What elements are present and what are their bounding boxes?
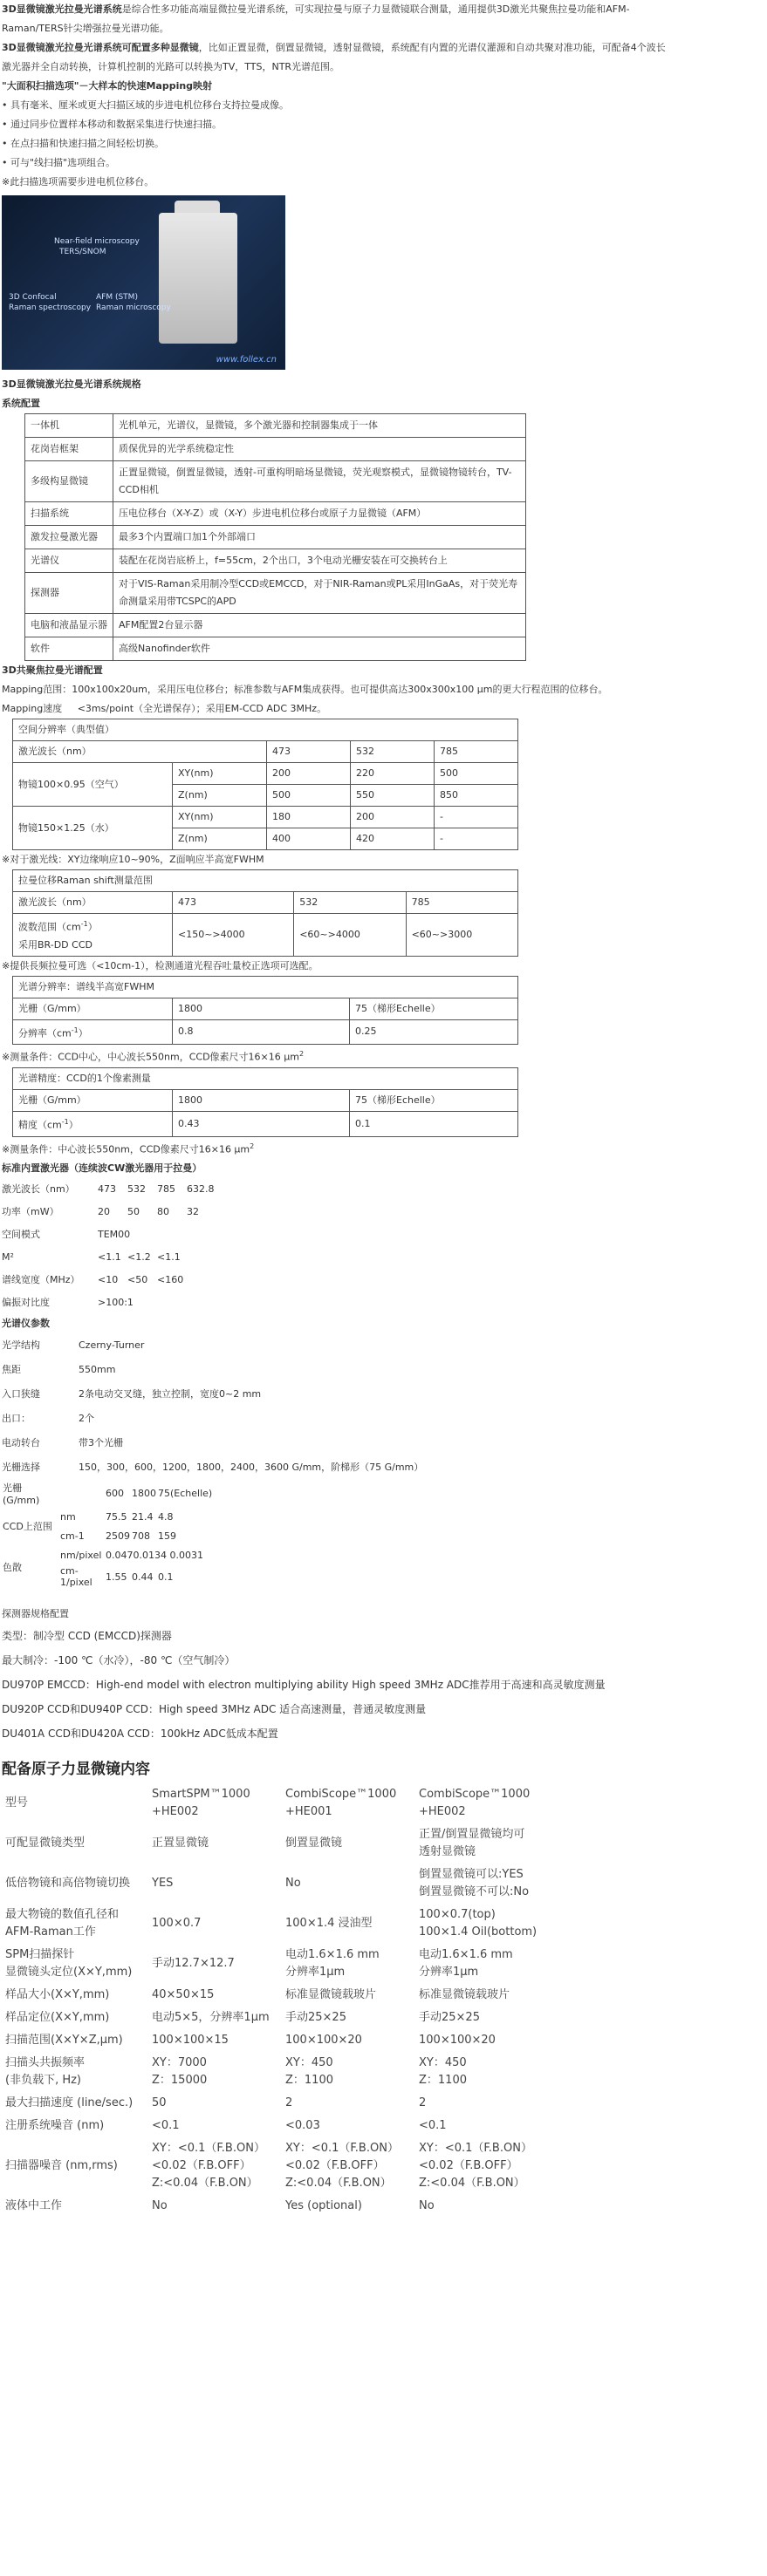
spectrometer-spec-row: [0, 1407, 767, 1431]
spec-value: 2个: [79, 1413, 94, 1425]
row-label: 低倍物镜和高倍物镜切换: [5, 1877, 131, 1891]
row-value: 电动1.6×1.6 mm 分辨率1μm: [285, 1948, 380, 1980]
table-row: [2, 1984, 761, 2007]
mapping-title: "大面积扫描选项"－大样本的快速Mapping映射: [2, 80, 213, 92]
row-value: Yes (optional): [285, 2199, 362, 2213]
table-header: 785: [435, 741, 518, 763]
row-value: 装配在花岗岩底桥上，f=55cm，2个出口，3个电动光栅安装在可交换转台上: [113, 549, 526, 573]
feature-bullets: [0, 96, 767, 173]
table-cell: cm-1: [60, 1530, 85, 1542]
image-label: Near-field microscopy: [54, 237, 140, 246]
resolution-note: ※对于激光线：XY边缘响应10~90%，Z面响应半高宽FWHM: [2, 854, 264, 865]
spec-value: 550mm: [79, 1364, 116, 1376]
row-value: No: [419, 2199, 435, 2213]
table-header: 532: [294, 892, 406, 914]
table-cell: 1800: [173, 998, 350, 1019]
bullet-item: • 具有毫米、厘米或更大扫描区域的步进电机位移台支持拉曼成像。: [2, 99, 289, 111]
row-label: 多级构显微镜: [25, 461, 113, 502]
row-value: 倒置显微镜: [285, 1837, 343, 1850]
row-value: YES: [152, 1877, 174, 1891]
table-cell: XY(nm): [173, 807, 267, 828]
row-value: 100×0.7: [152, 1917, 202, 1931]
table-row: [2, 2029, 761, 2052]
table-cell: 75.5: [106, 1510, 127, 1523]
spectrometer-spec-row: [0, 1455, 767, 1480]
table-row: [25, 438, 526, 461]
table-cell: 600: [106, 1488, 124, 1500]
row-label: 扫描系统: [25, 502, 113, 526]
row-value: 最多3个内置端口加1个外部端口: [113, 526, 526, 549]
row-value: 100×100×15: [152, 2034, 229, 2048]
spectrometer-spec-list: [0, 1333, 767, 1480]
intro-paragraph-1: [0, 0, 767, 19]
row-value: 标准显微镜载玻片: [285, 1988, 377, 2002]
accuracy-note: ※测量条件：中心波长550nm，CCD像素尺寸16×16 $\mu m^2$: [2, 1141, 255, 1155]
confocal-title: 3D共聚焦拉曼光谱配置: [2, 664, 103, 676]
table-cell: 0.0470.0134 0.0031: [106, 1549, 203, 1561]
table-header: 光栅（G/mm）: [13, 998, 173, 1019]
spectrometer-spec-row: [0, 1333, 767, 1358]
detector-line: DU401A CCD和DU420A CCD：100kHz ADC低成本配置: [2, 1728, 278, 1741]
table-cell: 180: [267, 807, 351, 828]
row-value: CombiScope™1000 +HE002: [419, 1788, 531, 1819]
table-cell: 500: [435, 763, 518, 785]
laser-spec-row: [0, 1201, 767, 1223]
table-row: [2, 1823, 761, 1864]
spec-label: 激光波长（nm）: [2, 1183, 75, 1196]
product-image: [2, 195, 285, 370]
row-value: 50: [152, 2096, 167, 2110]
row-value: 手动25×25: [419, 2011, 480, 2025]
image-label: TERS/SNOM: [59, 248, 106, 256]
table-title: 空间分辨率（典型值）: [13, 719, 518, 741]
table-cell: 物镜100×0.95（空气）: [13, 763, 173, 807]
spec-value: 150，300，600，1200，1800，2400，3600 G/mm，阶梯形（75 G/mm）: [79, 1462, 424, 1474]
intro-text: ，比如正置显微，倒置显微镜，透射显微镜，系统配有内置的光谱仪灌源和自动共聚对准功能，可配备4个波长: [198, 42, 666, 53]
spec-label: 电动转台: [2, 1437, 40, 1449]
table-cell: 75（梯形Echelle）: [350, 1089, 518, 1111]
table-cell: 500: [267, 785, 351, 807]
row-value: 40×50×15: [152, 1988, 215, 2002]
image-label: AFM (STM): [96, 293, 138, 302]
row-label: 可配显微镜类型: [5, 1837, 86, 1850]
spec-value: >100:1: [98, 1297, 134, 1309]
table-cell: 0.43: [173, 1111, 350, 1136]
table-cell: 200: [351, 807, 435, 828]
spectral-accuracy-table: [12, 1067, 518, 1137]
intro-paragraph-2: [0, 38, 767, 58]
image-label: 3D Confocal: [9, 293, 57, 302]
lasers-title: 标准内置激光器（连续波CW激光器用于拉曼）: [2, 1162, 202, 1175]
row-label: 激发拉曼激光器: [25, 526, 113, 549]
spec-value: 785: [157, 1183, 175, 1196]
row-value: No: [285, 1877, 301, 1891]
shift-note: ※提供長频拉曼可选（<10cm-1），检测通道光程吞吐量校正选项可选配。: [2, 959, 318, 971]
table-row: [2, 1944, 761, 1984]
row-label: 最大物镜的数值孔径和 AFM-Raman工作: [5, 1908, 120, 1939]
laser-spec-row: [0, 1246, 767, 1269]
row-label: 型号: [5, 1796, 29, 1810]
row-value: XY：7000 Z：15000: [152, 2056, 208, 2088]
table-row: [25, 526, 526, 549]
bullet-item: • 在点扫描和快速扫描之间轻松切换。: [2, 138, 164, 149]
table-cell: 159: [158, 1530, 176, 1542]
spec-value: <10: [98, 1274, 119, 1286]
row-label: 花岗岩框架: [25, 438, 113, 461]
spec-value: 20: [98, 1206, 110, 1218]
spectral-resolution-table: [12, 976, 518, 1046]
table-cell: 420: [351, 828, 435, 850]
row-value: AFM配置2台显示器: [113, 614, 526, 637]
row-value: CombiScope™1000 +HE001: [285, 1788, 397, 1819]
row-value: 正置显微镜，倒置显微镜，透射-可重构明暗场显微镜，荧光观察模式，显微镜物镜转台，TV-CCD相机: [113, 461, 526, 502]
laser-spec-row: [0, 1269, 767, 1291]
row-value: 100×100×20: [285, 2034, 362, 2048]
row-label: 光谱仪: [25, 549, 113, 573]
table-row: [25, 502, 526, 526]
spatial-resolution-table: [12, 719, 518, 850]
table-header: 分辨率$(cm^{-1})$: [13, 1019, 173, 1045]
table-cell: 波数范围$(cm^{-1})$ 采用BR-DD CCD: [13, 914, 173, 957]
row-label: 电脑和液晶显示器: [25, 614, 113, 637]
table-header: 光栅（G/mm）: [13, 1089, 173, 1111]
table-cell: nm: [60, 1510, 76, 1523]
row-value: 正置/倒置显微镜均可 透射显微镜: [419, 1828, 525, 1859]
table-header: 光栅(G/mm): [3, 1482, 40, 1507]
row-value: 正置显微镜: [152, 1837, 209, 1850]
mapping-speed: Mapping速度 <3ms/point（全光谱保存）；采用EM-CCD ADC 3MHz。: [2, 703, 327, 714]
table-row: [25, 637, 526, 661]
table-cell: 550: [351, 785, 435, 807]
table-cell: 物镜150×1.25（水）: [13, 807, 173, 850]
table-title: 光谱分辨率：谱线半高宽FWHM: [13, 976, 518, 998]
system-config-title: 系统配置: [2, 398, 40, 409]
table-cell: 0.44: [132, 1571, 154, 1583]
row-label: 扫描范围(X×Y×Z,μm): [5, 2034, 123, 2048]
table-header: 785: [406, 892, 517, 914]
mapping-range: Mapping范围：100x100x20um，采用压电位移台；标准参数与AFM集成获得。也可提供高达300x300x100 μm的更大行程范围的位移台。: [2, 684, 608, 695]
table-row: [2, 2007, 761, 2029]
table-cell: cm-1/pixel: [60, 1565, 92, 1589]
row-label: 软件: [25, 637, 113, 661]
table-cell: <60~>3000: [406, 914, 517, 957]
row-value: <0.1: [419, 2119, 447, 2133]
table-header: 473: [267, 741, 351, 763]
spec-value: 32: [187, 1206, 199, 1218]
spec-label: 谱线宽度（MHz）: [2, 1274, 80, 1286]
spec-label: 焦距: [2, 1364, 21, 1376]
table-cell: 21.4: [132, 1510, 154, 1523]
spec-value: 632.8: [187, 1183, 215, 1196]
spec-value: TEM00: [98, 1229, 131, 1241]
row-value: No: [152, 2199, 168, 2213]
spec-value: <160: [157, 1274, 184, 1286]
table-cell: 1800: [132, 1488, 156, 1500]
table-row: [2, 2052, 761, 2092]
detector-line: 最大制冷：-100 ℃（水冷），-80 ℃（空气制冷）: [2, 1654, 236, 1667]
spec-label: 出口：: [2, 1413, 31, 1425]
spec-value: <1.1: [98, 1251, 121, 1264]
spec-value: <1.2: [127, 1251, 151, 1264]
row-value: 标准显微镜载玻片: [419, 1988, 510, 2002]
table-cell: 0.1: [350, 1111, 518, 1136]
spectrometer-spec-row: [0, 1382, 767, 1407]
row-label: 样品大小(X×Y,mm): [5, 1988, 110, 2002]
row-value: XY：<0.1（F.B.ON） <0.02（F.B.OFF） Z:<0.04（F.B.ON）: [285, 2142, 399, 2191]
spec-value: Czerny-Turner: [79, 1339, 145, 1352]
system-config-table: [24, 413, 526, 661]
table-title: 光谱精度：CCD的1个像素测量: [13, 1067, 518, 1089]
spec-value: 80: [157, 1206, 169, 1218]
config-heading: 3D显微镜激光拉曼光谱系统可配置多种显微镜: [2, 42, 199, 53]
row-label: 液体中工作: [5, 2199, 63, 2213]
row-value: 倒置显微镜可以:YES 倒置显微镜不可以:No: [419, 1868, 530, 1899]
row-value: 2: [285, 2096, 293, 2110]
table-cell: 220: [351, 763, 435, 785]
laser-spec-row: [0, 1291, 767, 1314]
detector-title: 探测器规格配置: [2, 1608, 69, 1620]
table-header: 激光波长（nm）: [13, 741, 267, 763]
spec-label: 空间模式: [2, 1229, 40, 1241]
spec-value: 532: [127, 1183, 146, 1196]
row-value: <0.1: [152, 2119, 180, 2133]
product-name: 3D显微镜激光拉曼光谱系统: [2, 3, 122, 15]
instrument-body-shape: [159, 213, 237, 344]
spectrometer-title: 光谱仪参数: [2, 1318, 50, 1330]
row-label: 最大扫描速度 (line/sec.): [5, 2096, 134, 2110]
afm-comparison-table: [2, 1783, 761, 2218]
bullet-item: • 通过同步位置样本移动和数据采集进行快速扫描。: [2, 119, 222, 130]
table-row: [2, 1904, 761, 1944]
table-cell: Z(nm): [173, 828, 267, 850]
mapping-note: ※此扫描选项需要步进电机位移台。: [2, 176, 154, 187]
row-value: SmartSPM™1000 +HE002: [152, 1788, 250, 1819]
table-row: [2, 2092, 761, 2115]
afm-section-title: 配备原子力显微镜内容: [2, 1761, 150, 1779]
row-label: 探测器: [25, 573, 113, 614]
row-value: 电动5×5，分辨率1μm: [152, 2011, 270, 2025]
raman-shift-table: [12, 869, 518, 957]
table-cell: 400: [267, 828, 351, 850]
row-value: 手动25×25: [285, 2011, 346, 2025]
row-value: XY：450 Z：1100: [419, 2056, 467, 2088]
table-cell: <150~>4000: [173, 914, 294, 957]
row-value: 高级Nanofinder软件: [113, 637, 526, 661]
table-header: 激光波长（nm）: [13, 892, 173, 914]
spec-label: 偏振对比度: [2, 1297, 50, 1309]
table-cell: XY(nm): [173, 763, 267, 785]
table-header: 色散: [3, 1562, 22, 1574]
row-value: 压电位移台（X-Y-Z）或（X-Y）步进电机位移台或原子力显微镜（AFM）: [113, 502, 526, 526]
table-cell: 850: [435, 785, 518, 807]
table-cell: -: [435, 807, 518, 828]
table-cell: 75(Echelle): [158, 1488, 213, 1500]
table-row: [2, 1783, 761, 1823]
row-label: 一体机: [25, 414, 113, 438]
table-row: [2, 1864, 761, 1904]
spec-label: 光栅选择: [2, 1462, 40, 1474]
row-value: XY：450 Z：1100: [285, 2056, 333, 2088]
intro-text: 是综合性多功能高端显微拉曼光谱系统，可实现拉曼与原子力显微镜联合测量，通用提供3D激光共聚焦拉曼功能和AFM-: [121, 3, 630, 15]
table-cell: 0.25: [350, 1019, 518, 1045]
spectrometer-spec-row: [0, 1431, 767, 1455]
detector-line: DU970P EMCCD：High-end model with electron multiplying ability High speed 3MHz ADC推荐用于高速和高灵敏度测量: [2, 1679, 606, 1692]
row-label: SPM扫描探针 显微镜头定位(X×Y,mm): [5, 1948, 133, 1980]
table-cell: 0.8: [173, 1019, 350, 1045]
spec-title: 3D显微镜激光拉曼光谱系统规格: [2, 378, 141, 390]
table-cell: 4.8: [158, 1510, 174, 1523]
table-row: [25, 549, 526, 573]
row-value: 2: [419, 2096, 427, 2110]
detector-line: 类型：制冷型 CCD (EMCCD)探测器: [2, 1630, 172, 1643]
table-cell: nm/pixel: [60, 1549, 102, 1561]
table-cell: -: [435, 828, 518, 850]
spec-value: 50: [127, 1206, 140, 1218]
table-row: [25, 614, 526, 637]
row-label: 扫描头共振频率 (非负载下, Hz): [5, 2056, 86, 2088]
table-row: [25, 461, 526, 502]
row-value: 100×0.7(top) 100×1.4 Oil(bottom): [419, 1908, 538, 1939]
table-header: 473: [173, 892, 294, 914]
table-cell: <60~>4000: [294, 914, 406, 957]
spectrometer-spec-row: [0, 1358, 767, 1382]
table-row: [2, 2115, 761, 2137]
table-row: [25, 414, 526, 438]
table-cell: 2509: [106, 1530, 130, 1542]
detector-spec-list: [0, 1624, 767, 1746]
spec-value: 473: [98, 1183, 116, 1196]
row-value: 100×1.4 浸油型: [285, 1917, 373, 1931]
row-value: 100×100×20: [419, 2034, 496, 2048]
table-row: [2, 2195, 761, 2218]
table-cell: 708: [132, 1530, 150, 1542]
laser-spec-row: [0, 1223, 767, 1246]
intro-paragraph-2-cont: 激光器并全自动转换，计算机控制的光路可以转换为TV，TTS，NTR光谱范围。: [2, 61, 340, 72]
table-cell: 75（梯形Echelle）: [350, 998, 518, 1019]
spec-value: 2条电动交叉缝，独立控制，宽度0~2 mm: [79, 1388, 262, 1400]
table-row: [2, 2137, 761, 2195]
table-cell: 200: [267, 763, 351, 785]
spec-value: <1.1: [157, 1251, 181, 1264]
image-watermark: www.follex.cn: [216, 355, 277, 365]
spec-value: <50: [127, 1274, 148, 1286]
row-label: 扫描器噪音 (nm,rms): [5, 2159, 118, 2173]
row-value: 手动12.7×12.7: [152, 1957, 235, 1971]
row-value: XY：<0.1（F.B.ON） <0.02（F.B.OFF） Z:<0.04（F.B.ON）: [152, 2142, 265, 2191]
table-row: [25, 573, 526, 614]
image-label: Raman microscopy: [96, 303, 171, 312]
intro-paragraph-1-cont: Raman/TERS针尖增强拉曼光谱功能。: [2, 23, 169, 34]
spec-label: 功率（mW）: [2, 1206, 59, 1218]
row-value: 质保优异的光学系统稳定性: [113, 438, 526, 461]
table-cell: 1.55: [106, 1571, 127, 1583]
laser-spec-list: [0, 1178, 767, 1314]
table-cell: Z(nm): [173, 785, 267, 807]
row-value: 光机单元，光谱仪，显微镜，多个激光器和控制器集成于一体: [113, 414, 526, 438]
row-label: 样品定位(X×Y,mm): [5, 2011, 110, 2025]
grating-note: ※测量条件：CCD中心，中心波长550nm，CCD像素尺寸16×16 $\mu m^2$: [2, 1050, 305, 1063]
table-cell: 0.1: [158, 1571, 174, 1583]
row-value: XY：<0.1（F.B.ON） <0.02（F.B.OFF） Z:<0.04（F.B.ON）: [419, 2142, 532, 2191]
detector-line: DU920P CCD和DU940P CCD：High speed 3MHz ADC 适合高速测量，普通灵敏度测量: [2, 1703, 427, 1716]
table-header: 精度$(cm^{-1})$: [13, 1111, 173, 1136]
row-value: <0.03: [285, 2119, 320, 2133]
spec-label: 入口狭缝: [2, 1388, 40, 1400]
laser-spec-row: [0, 1178, 767, 1201]
image-label: Raman spectroscopy: [9, 303, 92, 312]
table-header: CCD上范围: [3, 1521, 52, 1533]
table-title: 拉曼位移Raman shift测量范围: [13, 870, 518, 892]
row-value: 对于VIS-Raman采用制冷型CCD或EMCCD，对于NIR-Raman或PL采用InGaAs，对于荧光寿命测量采用带TCSPC的APD: [113, 573, 526, 614]
row-value: 电动1.6×1.6 mm 分辨率1μm: [419, 1948, 513, 1980]
table-cell: 1800: [173, 1089, 350, 1111]
bullet-item: • 可与"线扫描"选项组合。: [2, 157, 116, 168]
table-header: 532: [351, 741, 435, 763]
spec-label: M²: [2, 1251, 14, 1264]
spec-label: 光学结构: [2, 1339, 40, 1352]
spec-value: 带3个光栅: [79, 1437, 123, 1449]
grating-dispersion-table: [2, 1480, 213, 1589]
row-label: 注册系统噪音 (nm): [5, 2119, 105, 2133]
